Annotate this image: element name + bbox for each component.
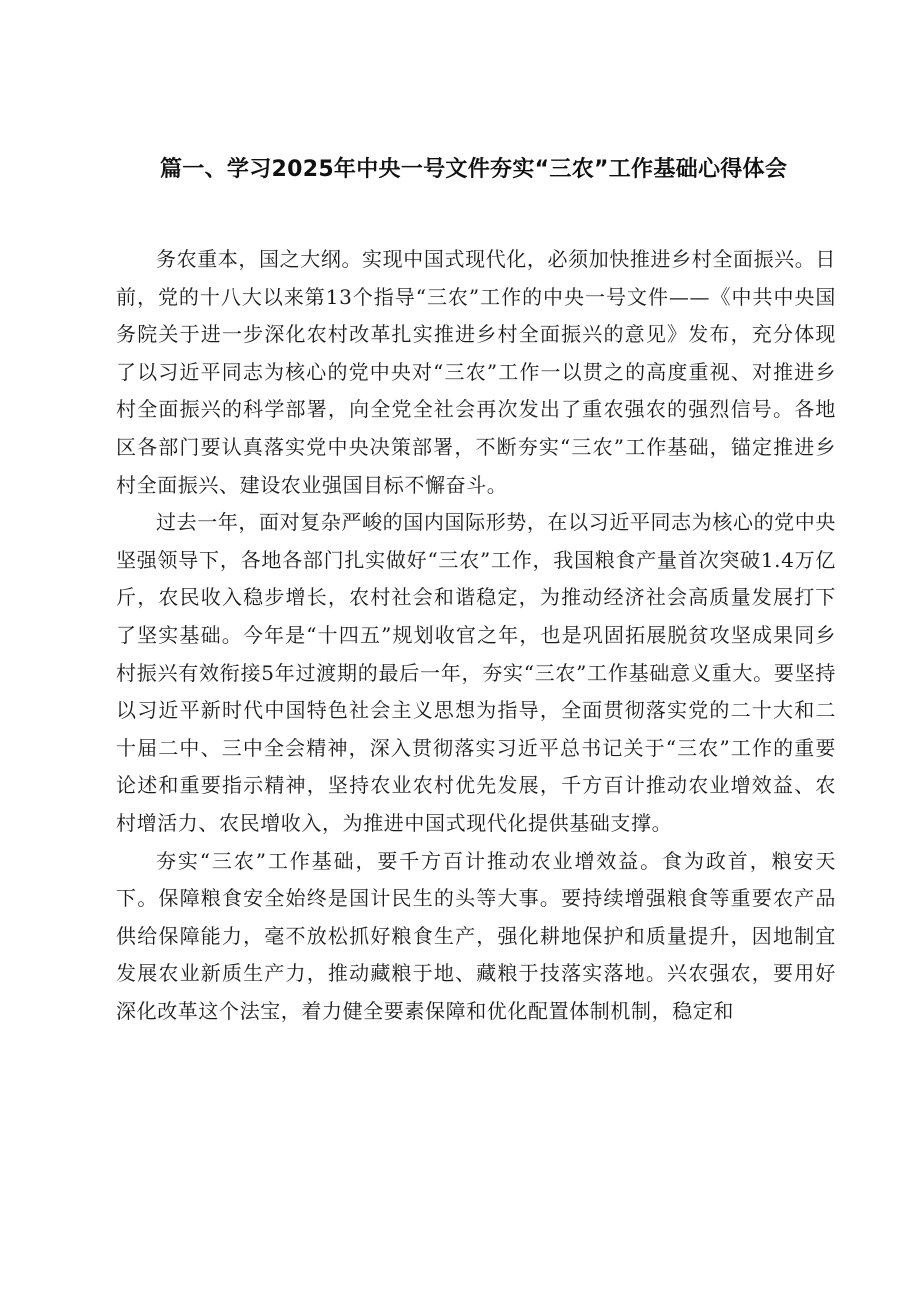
document-body <box>116 241 836 1030</box>
document-title: 篇一、学习2025年中央一号文件夯实“三农”工作基础心得体会 <box>160 157 788 182</box>
paragraph-3: 夯实“三农”工作基础，要千方百计推动农业增效益。食为政首，粮安天下。保障粮食安全始终是国计民生的头等大事。要持续增强粮食等重要农产品供给保障能力，毫不放松抓好粮食生产，强化耕地保护和质量提升，因地制宜发展农业新质生产力，推动藏粮于地、藏粮于技落实落地。兴农强农，要用好深化改革这个法宝，着力健全要素保障和优化配置体制机制，稳定和 <box>116 848 836 1023</box>
paragraph-2: 过去一年，面对复杂严峻的国内国际形势，在以习近平同志为核心的党中央坚强领导下，各地各部门扎实做好“三农”工作，我国粮食产量首次突破1.4万亿斤，农民收入稳步增长，农村社会和谐稳定，为推动经济社会高质量发展打下了坚实基础。今年是“十四五”规划收官之年，也是巩固拓展脱贫攻坚成果同乡村振兴有效衔接5年过渡期的最后一年，夯实“三农”工作基础意义重大。要坚持以习近平新时代中国特色社会主义思想为指导，全面贯彻落实党的二十大和二十届二中、三中全会精神，深入贯彻落实习近平总书记关于“三农”工作的重要论述和重要指示精神，坚持农业农村优先发展，千方百计推动农业增效益、农村增活力、农民增收入，为推进中国式现代化提供基础支撑。 <box>116 510 836 835</box>
paragraph-1: 务农重本，国之大纲。实现中国式现代化，必须加快推进乡村全面振兴。日前，党的十八大以来第13个指导“三农”工作的中央一号文件——《中共中央国务院关于进一步深化农村改革扎实推进乡村全面振兴的意见》发布，充分体现了以习近平同志为核心的党中央对“三农”工作一以贯之的高度重视、对推进乡村全面振兴的科学部署，向全党全社会再次发出了重农强农的强烈信号。各地区各部门要认真落实党中央决策部署，不断夯实“三农”工作基础，锚定推进乡村全面振兴、建设农业强国目标不懈奋斗。 <box>116 247 836 497</box>
